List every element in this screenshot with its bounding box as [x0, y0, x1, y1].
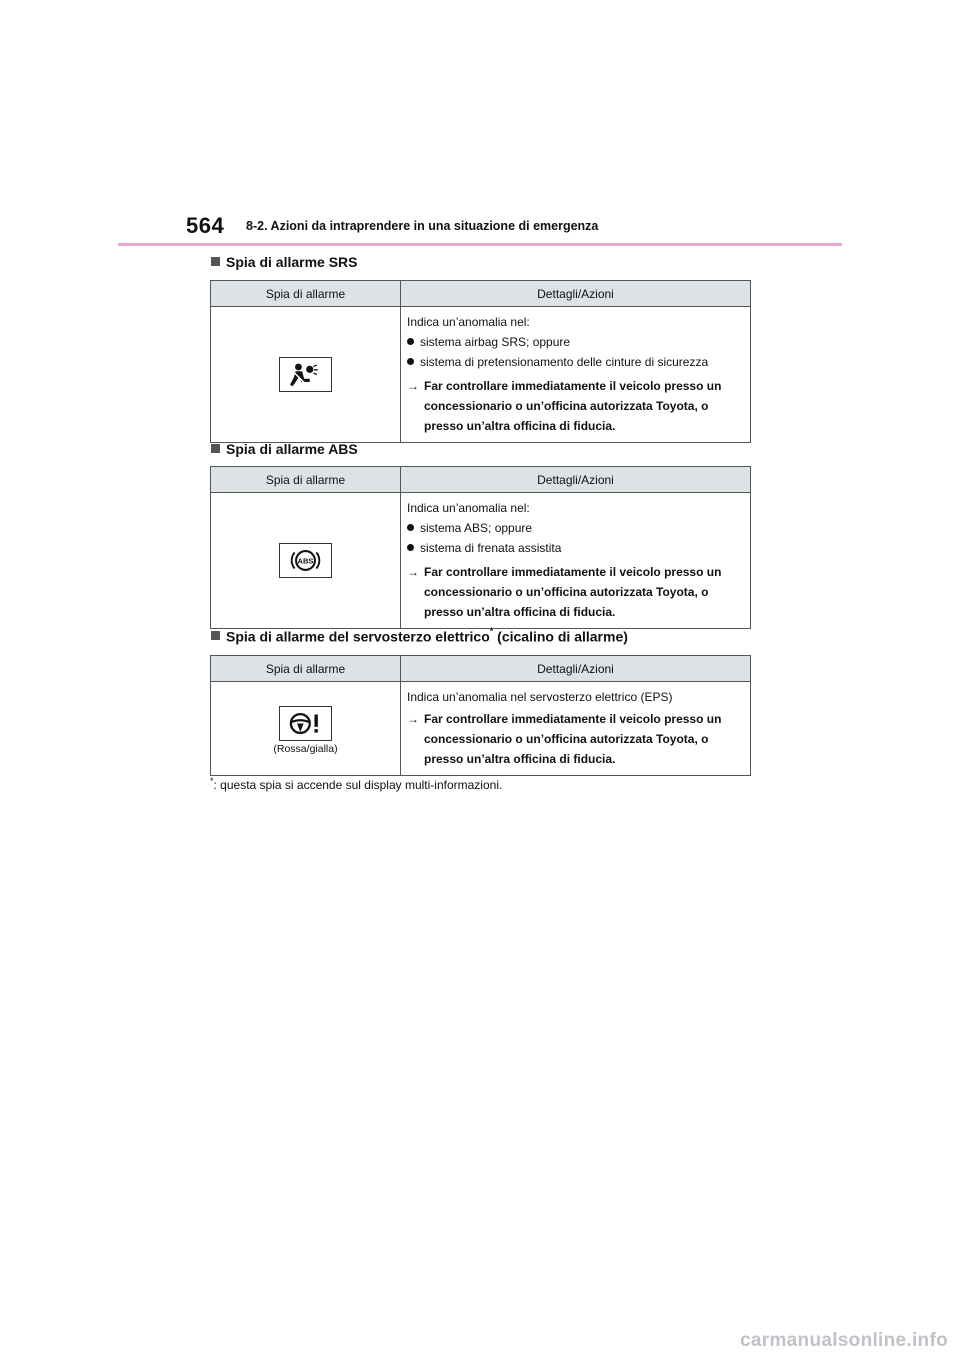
section-heading-eps: [211, 628, 628, 645]
srs-airbag-icon: [279, 357, 332, 392]
details-cell: [401, 307, 751, 443]
details-action: [407, 562, 744, 622]
section-heading-abs: [211, 441, 358, 457]
details-intro: Indica un’anomalia nel:: [407, 315, 530, 329]
table-header-row: [211, 656, 751, 682]
action-line: concessionario o un’officina autorizzata Toyota, o: [424, 399, 709, 413]
square-bullet-icon: [211, 631, 220, 640]
arrow-icon: →: [407, 379, 419, 393]
arrow-icon: →: [407, 565, 419, 579]
section-heading-srs: [211, 254, 358, 270]
details-action: [407, 376, 744, 436]
section-heading-text: Spia di allarme ABS: [226, 441, 358, 457]
square-bullet-icon: [211, 257, 220, 266]
icon-cell: [211, 682, 401, 776]
details-bullet: sistema airbag SRS; oppure: [407, 332, 744, 352]
details-bullet: sistema di frenata assistita: [407, 538, 744, 558]
section-heading-text: Spia di allarme SRS: [226, 254, 358, 270]
footnote-marker: *: [489, 626, 494, 636]
col-header-details: Dettagli/Azioni: [401, 281, 751, 307]
table-row: [211, 682, 751, 776]
abs-icon-text: ABS: [297, 556, 314, 566]
details-cell: [401, 682, 751, 776]
abs-icon: [279, 543, 332, 578]
abs-table: [210, 466, 751, 629]
col-header-light: Spia di allarme: [211, 281, 401, 307]
details-bullet: sistema di pretensionamento delle cinture di sicurezza: [407, 352, 744, 372]
table-row: [211, 493, 751, 629]
header-rule: [118, 243, 842, 246]
page-number: 564: [186, 213, 225, 238]
col-header-details: Dettagli/Azioni: [401, 656, 751, 682]
action-line: Far controllare immediatamente il veicolo presso un: [424, 379, 722, 393]
action-line: concessionario o un’officina autorizzata Toyota, o: [424, 585, 709, 599]
details-intro: Indica un’anomalia nel:: [407, 501, 530, 515]
srs-table: [210, 280, 751, 443]
action-line: presso un’altra officina di fiducia.: [424, 605, 616, 619]
action-line: concessionario o un’officina autorizzata Toyota, o: [424, 732, 709, 746]
table-row: [211, 307, 751, 443]
icon-cell: [211, 493, 401, 629]
col-header-light: Spia di allarme: [211, 656, 401, 682]
icon-caption: (Rossa/gialla): [273, 743, 338, 755]
details-intro: Indica un’anomalia nel servosterzo elettrico (EPS): [407, 690, 673, 704]
col-header-light: Spia di allarme: [211, 467, 401, 493]
action-line: Far controllare immediatamente il veicolo presso un: [424, 712, 722, 726]
steering-wheel-warning-icon: [279, 706, 332, 741]
arrow-icon: →: [407, 712, 419, 726]
icon-cell: [211, 307, 401, 443]
details-action: [407, 709, 744, 769]
details-cell: [401, 493, 751, 629]
footnote-text: : questa spia si accende sul display multi-informazioni.: [213, 778, 503, 792]
chapter-title: 8-2. Azioni da intraprendere in una situazione di emergenza: [246, 219, 599, 233]
table-header-row: [211, 467, 751, 493]
col-header-details: Dettagli/Azioni: [401, 467, 751, 493]
section-heading-text: Spia di allarme del servosterzo elettrico* (cicalino di allarme): [226, 626, 628, 645]
table-header-row: [211, 281, 751, 307]
watermark: carmanualsonline.info: [740, 1330, 948, 1351]
action-line: presso un’altra officina di fiducia.: [424, 752, 616, 766]
footnote: [210, 776, 502, 792]
action-line: presso un’altra officina di fiducia.: [424, 419, 616, 433]
eps-table: [210, 655, 751, 776]
action-line: Far controllare immediatamente il veicolo presso un: [424, 565, 722, 579]
details-bullet: sistema ABS; oppure: [407, 518, 744, 538]
square-bullet-icon: [211, 444, 220, 453]
footnote-marker: *: [210, 776, 214, 786]
